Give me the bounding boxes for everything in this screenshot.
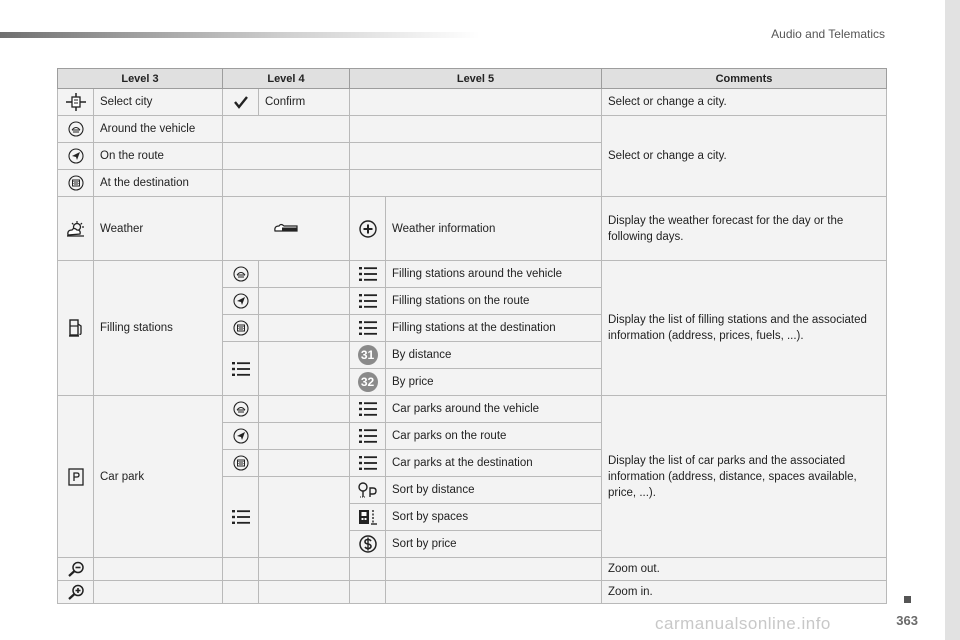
city-icon: [65, 92, 87, 112]
column-header-level5: Level 5: [350, 69, 602, 89]
cell-empty: [386, 581, 602, 604]
pin-distance-icon: [357, 481, 379, 499]
cell-empty: [350, 116, 602, 143]
cell-empty: [223, 581, 259, 604]
cell-on-route: On the route: [94, 143, 223, 170]
header-gradient-bar: [0, 32, 480, 38]
vehicle-icon: [233, 266, 249, 282]
cloud-bar-icon: [273, 223, 299, 233]
cell-sort-distance: Sort by distance: [386, 477, 602, 504]
cell-empty: [94, 581, 223, 604]
cell-comment-location: Select or change a city.: [602, 116, 887, 197]
vehicle-icon: [233, 401, 249, 417]
cell-empty: [223, 558, 259, 581]
cell-empty: [350, 89, 602, 116]
cell-icon: [350, 288, 386, 315]
watermark: carmanualsonline.info: [655, 614, 831, 633]
cell-empty: [94, 558, 223, 581]
cell-icon: [223, 261, 259, 288]
cell-icon: [350, 477, 386, 504]
weather-icon: [65, 220, 87, 238]
cell-icon: [223, 197, 350, 261]
column-header-comments: Comments: [602, 69, 887, 89]
list-icon: [232, 510, 250, 524]
cell-icon: [223, 477, 259, 558]
cell-icon: [350, 261, 386, 288]
list-icon: [359, 456, 377, 470]
cell-icon: [58, 143, 94, 170]
table-row: [58, 197, 887, 261]
cell-icon: [223, 288, 259, 315]
cell-comment-zoom-in: Zoom in.: [602, 581, 887, 604]
cell-weather: Weather: [94, 197, 223, 261]
cell-fs-route: Filling stations on the route: [386, 288, 602, 315]
vehicle-icon: [68, 121, 84, 137]
cell-weather-info: Weather information: [386, 197, 602, 261]
cell-empty: [223, 116, 350, 143]
cell-at-destination: At the destination: [94, 170, 223, 197]
section-title: Audio and Telematics: [771, 27, 885, 41]
cell-icon: [58, 261, 94, 396]
parking-icon: [68, 468, 84, 486]
cell-icon: [58, 89, 94, 116]
cell-icon: [350, 315, 386, 342]
list-icon: [359, 321, 377, 335]
cell-empty: [259, 315, 350, 342]
cell-empty: [350, 558, 386, 581]
table-row: [58, 558, 887, 581]
cell-comment-weather: Display the weather forecast for the day or the following days.: [602, 197, 887, 261]
cell-comment-cp: Display the list of car parks and the associated information (address, distance, spaces available, price, ...).: [602, 396, 887, 558]
cell-fs-around: Filling stations around the vehicle: [386, 261, 602, 288]
cell-empty: [259, 477, 350, 558]
cell-sort-spaces: Sort by spaces: [386, 504, 602, 531]
cell-icon: [223, 89, 259, 116]
cell-empty: [259, 581, 350, 604]
cell-icon: [58, 396, 94, 558]
cell-icon: [223, 396, 259, 423]
cell-sort-price: Sort by price: [386, 531, 602, 558]
list-icon: [359, 402, 377, 416]
cell-comment-city: Select or change a city.: [602, 89, 887, 116]
cell-icon: [350, 531, 386, 558]
cell-icon: [350, 369, 386, 396]
cell-by-distance: By distance: [386, 342, 602, 369]
cell-empty: [259, 288, 350, 315]
cell-empty: [223, 143, 350, 170]
zoom-out-icon: [66, 561, 86, 577]
cell-cp-around: Car parks around the vehicle: [386, 396, 602, 423]
cell-empty: [386, 558, 602, 581]
table-row: [58, 581, 887, 604]
cell-icon: [58, 558, 94, 581]
route-icon: [233, 428, 249, 444]
check-icon: [234, 95, 248, 109]
cell-icon: [350, 423, 386, 450]
cell-select-city: Select city: [94, 89, 223, 116]
cell-icon: [223, 315, 259, 342]
cell-comment-fs: Display the list of filling stations and the associated information (address, prices, fuels, ...).: [602, 261, 887, 396]
cell-by-price: By price: [386, 369, 602, 396]
cell-empty: [259, 342, 350, 396]
cell-empty: [259, 396, 350, 423]
destination-icon: [233, 320, 249, 336]
fuel-pump-icon: [68, 318, 84, 338]
cell-icon: [58, 170, 94, 197]
table-header-row: [58, 69, 887, 89]
cell-icon: [350, 504, 386, 531]
table-row: [58, 261, 887, 288]
table-row: [58, 89, 887, 116]
list-icon: [232, 362, 250, 376]
cell-icon: [223, 450, 259, 477]
navigation-table: [57, 68, 887, 604]
column-header-level3: Level 3: [58, 69, 223, 89]
cell-empty: [259, 450, 350, 477]
list-icon: [359, 267, 377, 281]
table-row: [58, 396, 887, 423]
cell-cp-destination: Car parks at the destination: [386, 450, 602, 477]
cell-icon: [58, 197, 94, 261]
cell-around-vehicle: Around the vehicle: [94, 116, 223, 143]
list-icon: [359, 294, 377, 308]
cell-empty: [259, 261, 350, 288]
route-icon: [68, 148, 84, 164]
cell-filling-stations: Filling stations: [94, 261, 223, 396]
zoom-in-icon: [66, 584, 86, 600]
dollar-icon: [359, 535, 377, 553]
cell-icon: [350, 450, 386, 477]
cell-car-park: Car park: [94, 396, 223, 558]
cell-confirm: Confirm: [259, 89, 350, 116]
cell-icon: [58, 116, 94, 143]
route-icon: [233, 293, 249, 309]
cell-icon: [58, 581, 94, 604]
spaces-icon: [358, 509, 378, 525]
page-number: 363: [896, 613, 918, 628]
badge-31: 31: [358, 345, 378, 365]
page-marker: [904, 596, 911, 603]
plus-circle-icon: [359, 220, 377, 238]
cell-icon: [350, 396, 386, 423]
cell-icon: [223, 423, 259, 450]
cell-empty: [350, 143, 602, 170]
cell-empty: [259, 558, 350, 581]
badge-32: 32: [358, 372, 378, 392]
cell-empty: [223, 170, 350, 197]
cell-icon: [350, 197, 386, 261]
list-icon: [359, 429, 377, 443]
cell-empty: [259, 423, 350, 450]
cell-fs-destination: Filling stations at the destination: [386, 315, 602, 342]
cell-empty: [350, 170, 602, 197]
destination-icon: [68, 175, 84, 191]
cell-cp-route: Car parks on the route: [386, 423, 602, 450]
cell-icon: [350, 342, 386, 369]
destination-icon: [233, 455, 249, 471]
cell-icon: [223, 342, 259, 396]
column-header-level4: Level 4: [223, 69, 350, 89]
page-edge: [945, 0, 960, 640]
table-row: [58, 116, 887, 143]
cell-comment-zoom-out: Zoom out.: [602, 558, 887, 581]
cell-empty: [350, 581, 386, 604]
